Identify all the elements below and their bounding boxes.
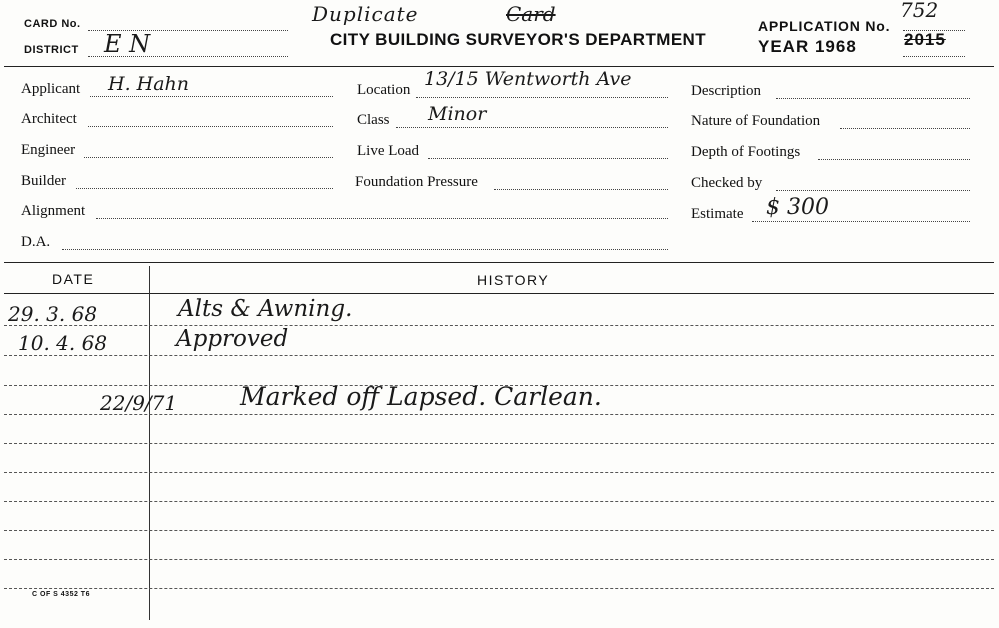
- da-label: D.A.: [21, 234, 51, 250]
- engineer-label: Engineer: [21, 142, 76, 158]
- applicant-value: H. Hahn: [108, 73, 190, 95]
- header-divider: [4, 66, 994, 67]
- location-value: 13/15 Wentworth Ave: [424, 68, 632, 90]
- district-value: E N: [104, 30, 151, 58]
- history-column-header: HISTORY: [477, 272, 550, 288]
- engineer-dotline: [84, 157, 333, 158]
- builder-label: Builder: [21, 173, 66, 189]
- application-no-value: 752: [900, 0, 939, 22]
- depth-of-footings-label: Depth of Footings: [691, 144, 801, 160]
- architect-label: Architect: [21, 111, 77, 127]
- duplicate-annotation: Duplicate: [312, 2, 419, 26]
- foundation-pressure-dotline: [494, 189, 668, 190]
- checked-by-dotline: [776, 190, 970, 191]
- year-struck-value: 2015: [904, 30, 946, 49]
- history-entry-2-date: 10. 4. 68: [18, 331, 108, 355]
- history-entry-1-text: Alts & Awning.: [178, 296, 353, 322]
- history-rule-1: [4, 325, 994, 326]
- history-rule-2: [4, 355, 994, 356]
- description-label: Description: [691, 83, 761, 99]
- applicant-label: Applicant: [21, 81, 81, 97]
- nature-of-foundation-label: Nature of Foundation: [691, 113, 821, 129]
- history-rule-5: [4, 443, 994, 444]
- history-rule-9: [4, 559, 994, 560]
- nature-of-foundation-dotline: [840, 128, 970, 129]
- class-label: Class: [357, 112, 390, 128]
- history-entry-1-date: 29. 3. 68: [8, 302, 98, 326]
- history-entry-2-text: Approved: [176, 326, 289, 352]
- da-dotline: [62, 249, 668, 250]
- card-struck-annotation: Card: [506, 2, 556, 26]
- history-rule-7: [4, 501, 994, 502]
- description-dotline: [776, 98, 970, 99]
- year-label: YEAR 1968: [758, 37, 857, 56]
- alignment-label: Alignment: [21, 203, 86, 219]
- live-load-dotline: [428, 158, 668, 159]
- date-column-header: DATE: [52, 271, 95, 287]
- checked-by-label: Checked by: [691, 175, 763, 191]
- architect-dotline: [88, 126, 333, 127]
- history-rule-6: [4, 472, 994, 473]
- history-entry-3-date: 22/9/71: [100, 391, 178, 415]
- location-dotline: [416, 97, 668, 98]
- depth-of-footings-dotline: [818, 159, 970, 160]
- class-dotline: [396, 127, 668, 128]
- department-title: CITY BUILDING SURVEYOR'S DEPARTMENT: [330, 30, 707, 49]
- year-dotline: [903, 56, 965, 57]
- application-no-label: APPLICATION No.: [758, 18, 891, 34]
- class-value: Minor: [428, 103, 487, 125]
- location-label: Location: [357, 82, 411, 98]
- form-code: C OF S 4352 T6: [32, 591, 90, 598]
- live-load-label: Live Load: [357, 143, 420, 159]
- estimate-value: $ 300: [766, 195, 829, 220]
- card-no-label: CARD No.: [24, 18, 81, 30]
- history-rule-8: [4, 530, 994, 531]
- estimate-label: Estimate: [691, 206, 744, 222]
- history-rule-10: [4, 588, 994, 589]
- fields-divider: [4, 262, 994, 263]
- foundation-pressure-label: Foundation Pressure: [355, 174, 478, 190]
- alignment-dotline: [96, 218, 668, 219]
- builder-dotline: [76, 188, 333, 189]
- applicant-dotline: [90, 96, 333, 97]
- district-label: DISTRICT: [24, 44, 79, 56]
- history-entry-3-text: Marked off Lapsed. Carlean.: [240, 382, 602, 411]
- history-header-rule: [4, 293, 994, 294]
- estimate-dotline: [752, 221, 970, 222]
